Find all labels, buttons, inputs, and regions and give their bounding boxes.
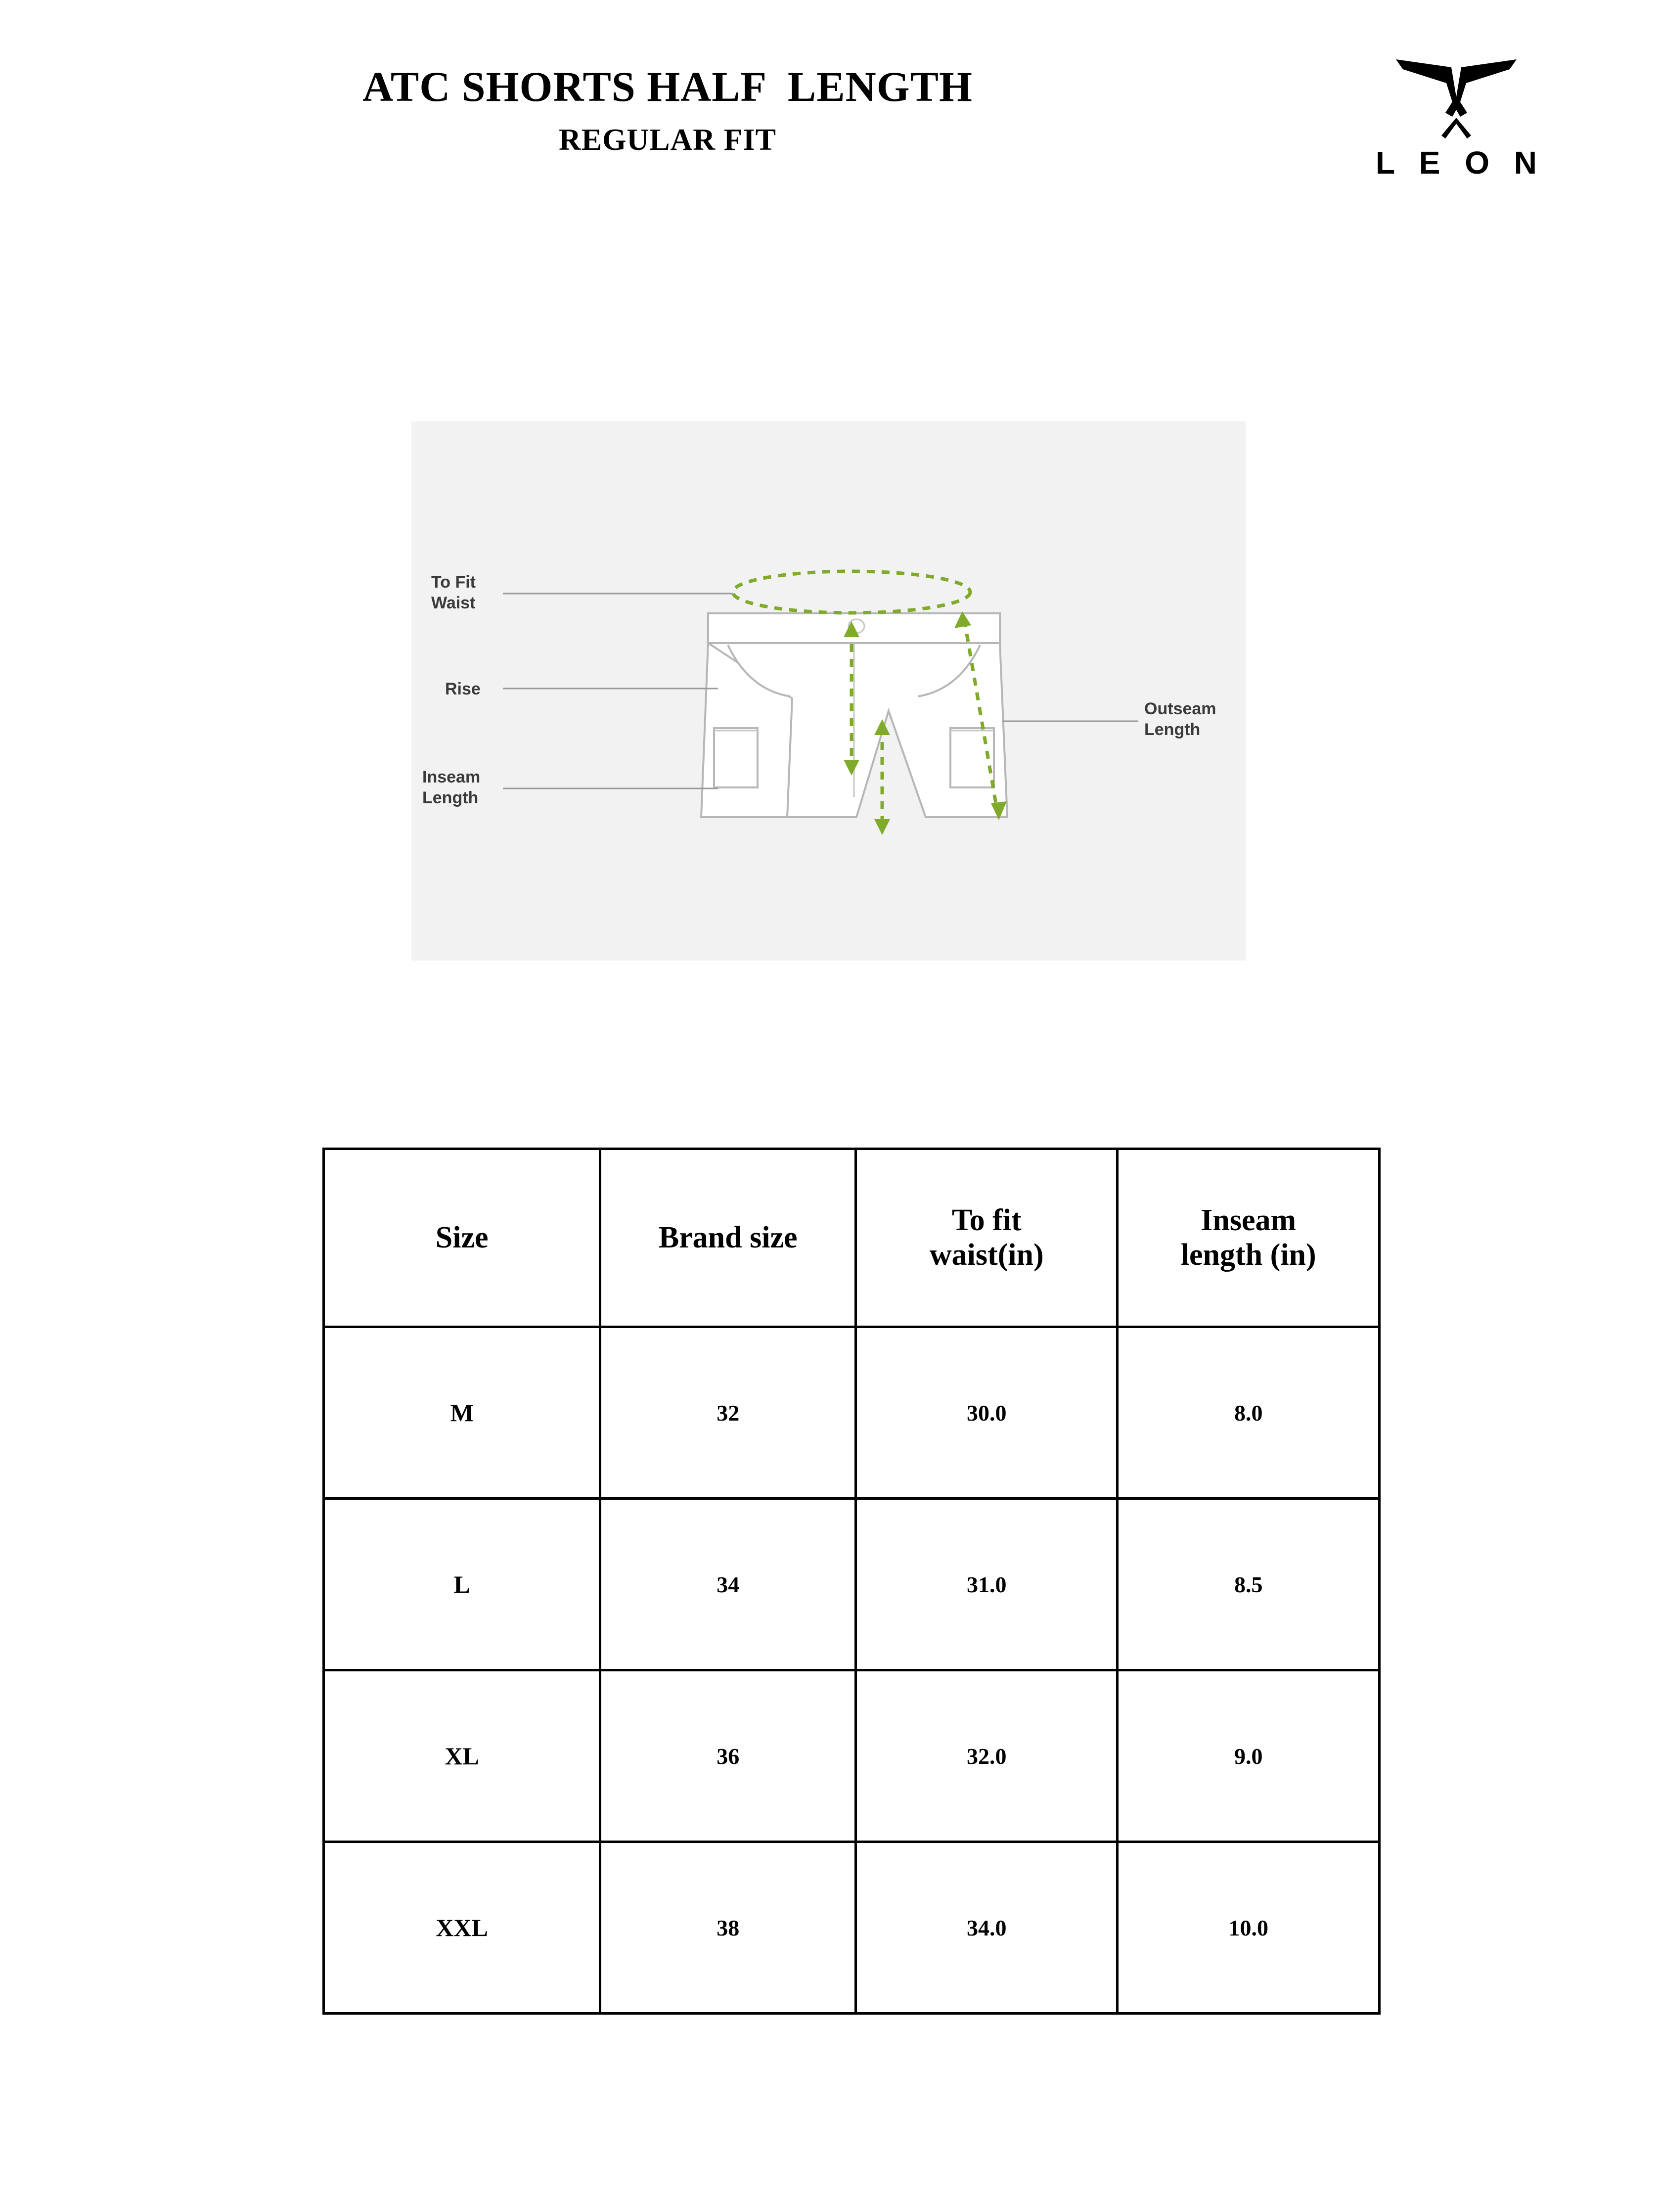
table-header-row bbox=[324, 1149, 1380, 1327]
cell-brand-size: 34 bbox=[600, 1499, 856, 1670]
table-row bbox=[324, 1842, 1380, 2014]
column-header-brand-size bbox=[600, 1149, 856, 1327]
column-header-brand-size-line1: Brand size bbox=[658, 1220, 798, 1254]
page-title: ATC SHORTS HALF LENGTH bbox=[362, 63, 973, 110]
cell-inseam-length: 10.0 bbox=[1118, 1842, 1380, 2014]
cell-size: XXL bbox=[324, 1842, 600, 2014]
cell-to-fit-waist: 32.0 bbox=[856, 1670, 1118, 1842]
cell-size: XL bbox=[324, 1670, 600, 1842]
table-row bbox=[324, 1670, 1380, 1842]
label-outseam-line1: Outseam bbox=[1144, 699, 1216, 718]
cell-size: M bbox=[324, 1327, 600, 1499]
column-header-inseam-length bbox=[1118, 1149, 1380, 1327]
cell-brand-size: 36 bbox=[600, 1670, 856, 1842]
table-row bbox=[324, 1499, 1380, 1670]
column-header-to-fit-waist bbox=[856, 1149, 1118, 1327]
label-inseam-line2: Length bbox=[422, 788, 479, 807]
cell-inseam-length: 9.0 bbox=[1118, 1670, 1380, 1842]
cell-brand-size: 32 bbox=[600, 1327, 856, 1499]
cell-inseam-length: 8.5 bbox=[1118, 1499, 1380, 1670]
cell-to-fit-waist: 30.0 bbox=[856, 1327, 1118, 1499]
column-header-to-fit-waist-line1: To fit bbox=[951, 1203, 1022, 1238]
cell-size: L bbox=[324, 1499, 600, 1670]
size-chart-table-wrapper bbox=[322, 1148, 1381, 2015]
cell-to-fit-waist: 31.0 bbox=[856, 1499, 1118, 1670]
logo-wordmark: L E O N bbox=[1376, 145, 1545, 181]
cell-inseam-length: 8.0 bbox=[1118, 1327, 1380, 1499]
brand-logo bbox=[1352, 54, 1560, 181]
size-chart-table bbox=[322, 1148, 1381, 2015]
cell-to-fit-waist: 34.0 bbox=[856, 1842, 1118, 2014]
label-inseam-line1: Inseam bbox=[422, 768, 481, 786]
label-outseam-line2: Length bbox=[1144, 720, 1201, 739]
label-to-fit-waist-line1: To Fit bbox=[431, 573, 476, 592]
table-row bbox=[324, 1327, 1380, 1499]
column-header-inseam-length-line2: length (in) bbox=[1180, 1238, 1316, 1272]
column-header-size bbox=[324, 1149, 600, 1327]
shorts-measurement-illustration bbox=[411, 421, 1246, 961]
label-to-fit-waist-line2: Waist bbox=[431, 594, 476, 612]
cell-brand-size: 38 bbox=[600, 1842, 856, 2014]
leon-bird-icon bbox=[1392, 54, 1521, 143]
page-subtitle: REGULAR FIT bbox=[559, 123, 776, 157]
measurement-diagram bbox=[411, 421, 1246, 961]
title-block bbox=[0, 64, 1335, 158]
column-header-inseam-length-line1: Inseam bbox=[1201, 1203, 1297, 1238]
column-header-to-fit-waist-line2: waist(in) bbox=[929, 1238, 1044, 1272]
label-rise: Rise bbox=[445, 680, 481, 698]
column-header-size-line1: Size bbox=[435, 1220, 489, 1254]
page-header bbox=[0, 0, 1659, 232]
